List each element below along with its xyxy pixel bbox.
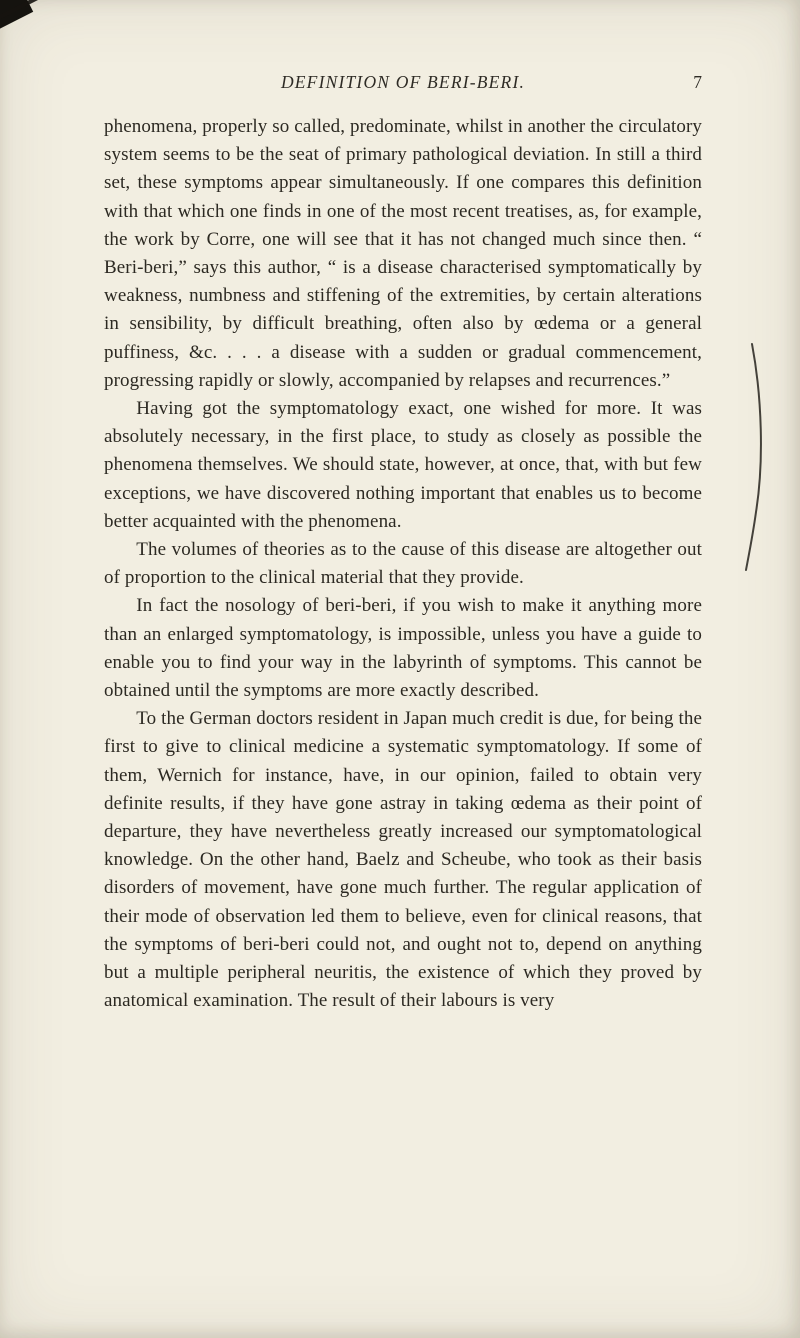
paragraph: The volumes of theories as to the cause of this disease are altogether out of proportion to the clinical material that they provide. xyxy=(104,539,702,589)
scan-artifact-right-margin xyxy=(742,342,768,572)
page-number: 7 xyxy=(693,72,702,92)
paragraph: In fact the nosology of beri-beri, if you wish to make it anything more than an enlarged symptomatology, is impossible, unless you have a guide to enable you to find your way in the labyrinth of symptoms. This cannot be obtained until the symptoms are more exactly described. xyxy=(104,595,702,702)
running-head-title: DEFINITION OF BERI-BERI. xyxy=(280,72,526,92)
page-header xyxy=(104,72,702,98)
paragraph-continuation: phenomena, properly so called, predominate, whilst in another the circulatory system seems to be the seat of primary pathological deviation. In still a third set, these symptoms appear simultaneously. If one compares this definition with that which one finds in one of the most recent treatises, as, for example, the work by Corre, one will see that it has not changed much since then. “ Beri-beri,” says this author, “ is a disease characterised symptomatically by weakness, numbness and stiffening of the extremities, by certain alterations in sensibility, by difficult breathing, often also by œdema or a general puffiness, &c. . . . a disease with a sudden or gradual commencement, progressing rapidly or slowly, accompanied by relapses and recurrences.” xyxy=(104,116,702,391)
paragraph: Having got the symptomatology exact, one wished for more. It was absolutely necessary, in the first place, to study as closely as possible the phenomena themselves. We should state, however, at once, that, with but few exceptions, we have discovered nothing important that enables us to become better acquainted with the phenomena. xyxy=(104,398,702,532)
paragraph: To the German doctors resident in Japan much credit is due, for being the first to give to clinical medicine a systematic symptomatology. If some of them, Wernich for instance, have, in our opinion, failed to obtain very definite results, if they have gone astray in taking œdema as their point of departure, they have nevertheless greatly increased our symptomatological knowledge. On the other hand, Baelz and Scheube, who took as their basis disorders of movement, have gone much further. The regular application of their mode of observation led them to believe, even for clinical reasons, that the symptoms of beri-beri could not, and ought not to, depend on anything but a multiple peripheral neuritis, the existence of which they proved by anatomical examination. The result of their labours is very xyxy=(104,708,702,1012)
page-body xyxy=(104,113,702,1016)
